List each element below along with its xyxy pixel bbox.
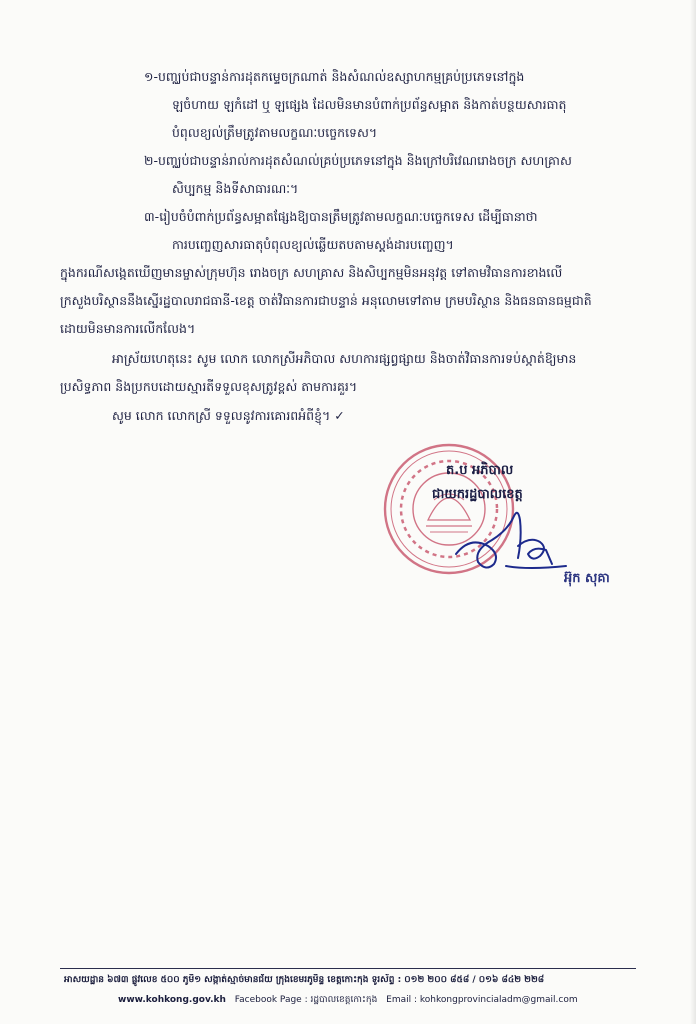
item-3-line-1: ៣-រៀបចំបំពាក់ប្រព័ន្ធសម្អាតផ្សែងឱ្យបានត្រឹមត្រូវតាមលក្ខណៈបច្ចេកទេស ដើម្បីធានាថា [144, 209, 538, 224]
footer-contacts [118, 994, 578, 1007]
paragraph-2-line-2: ប្រសិទ្ធភាព និងប្រកបដោយស្មារតីទទួលខុសត្រូវខ្ពស់ តាមការគួរ។ [60, 379, 358, 394]
handwritten-signature [448, 506, 578, 576]
item-3-line-2: ការបញ្ចេញសារធាតុបំពុលខ្យល់ឆ្លើយតបតាមស្តង់ដារបញ្ចេញ។ [172, 237, 454, 252]
item-2-line-1: ២-បញ្ឈប់ជាបន្ទាន់រាល់ការដុតសំណល់គ្រប់ប្រភេទនៅក្នុង និងក្រៅបរិវេណរោងចក្រ សហគ្រាស [144, 153, 572, 168]
footer-facebook[interactable]: រដ្ឋបាលខេត្តកោះកុង [310, 995, 378, 1005]
signatory-title-line-1: ត.ប អភិបាល [446, 463, 514, 478]
signature-block [418, 462, 648, 592]
paragraph-1-line-3: ដោយមិនមានការលើកលែង។ [60, 321, 196, 336]
page-edge-shadow [690, 0, 696, 1024]
paragraph-1-line-1: ក្នុងករណីសង្កេតឃើញមានម្ចាស់ក្រុមហ៊ុន រោងចក្រ សហគ្រាស និងសិប្បកម្មមិនអនុវត្ត ទៅតាមវិធានការខាងលើ [60, 265, 563, 280]
footer-website[interactable]: www.kohkong.gov.kh [118, 995, 226, 1005]
closing-line: សូម លោក លោកស្រី ទទួលនូវការគោរពអំពីខ្ញុំ។ ✓ [112, 408, 345, 423]
item-2-line-2: សិប្បកម្ម និងទីសាធារណៈ។ [172, 181, 299, 196]
footer-address: អាសយដ្ឋាន ៦៧៣ ផ្លូវលេខ ៥០០ ភូមិ១ សង្កាត់ស្មាច់មានជ័យ ក្រុងខេមរភូមិន្ទ ខេត្តកោះកុង ទូរស័ព្ទ : ០១២ ២០០ ៨៥៨ / ០១៦ ៨៤២ ២២៨ [64, 975, 545, 985]
footer-facebook-label: Facebook Page : [234, 995, 308, 1005]
paragraph-2-line-1: អាស្រ័យហេតុនេះ សូម លោក លោកស្រីអភិបាល សហការផ្សព្វផ្សាយ និងចាត់វិធានការទប់ស្កាត់ឱ្យមាន [112, 351, 577, 366]
footer-email-label: Email : [386, 995, 418, 1005]
item-1-line-2: ឡចំហាយ ឡកំដៅ ឬ ឡផ្សេង ដែលមិនមានបំពាក់ប្រព័ន្ធសម្អាត និងកាត់បន្ថយសារធាតុ [172, 97, 567, 112]
item-1-line-3: បំពុលខ្យល់ត្រឹមត្រូវតាមលក្ខណៈបច្ចេកទេស។ [172, 125, 378, 140]
signatory-name: អ៊ុក សុគា [564, 571, 610, 586]
item-1-line-1: ១-បញ្ឈប់ជាបន្ទាន់ការដុតកម្ទេចក្រណាត់ និងសំណល់ឧស្សាហកម្មគ្រប់ប្រភេទនៅក្នុង [144, 69, 525, 84]
footer-divider [60, 968, 636, 969]
footer-email[interactable]: kohkongprovincialadm@gmail.com [419, 995, 578, 1005]
signatory-title-line-2: ជាយករដ្ឋបាលខេត្ត [432, 487, 523, 502]
paragraph-1-line-2: ក្រសួងបរិស្ថាននឹងស្នើរដ្ឋបាលរាជធានី-ខេត្ត ចាត់វិធានការជាបន្ទាន់ អនុលោមទៅតាម ក្រមបរិស្ថាន និងធនធានធម្មជាតិ [60, 293, 592, 308]
